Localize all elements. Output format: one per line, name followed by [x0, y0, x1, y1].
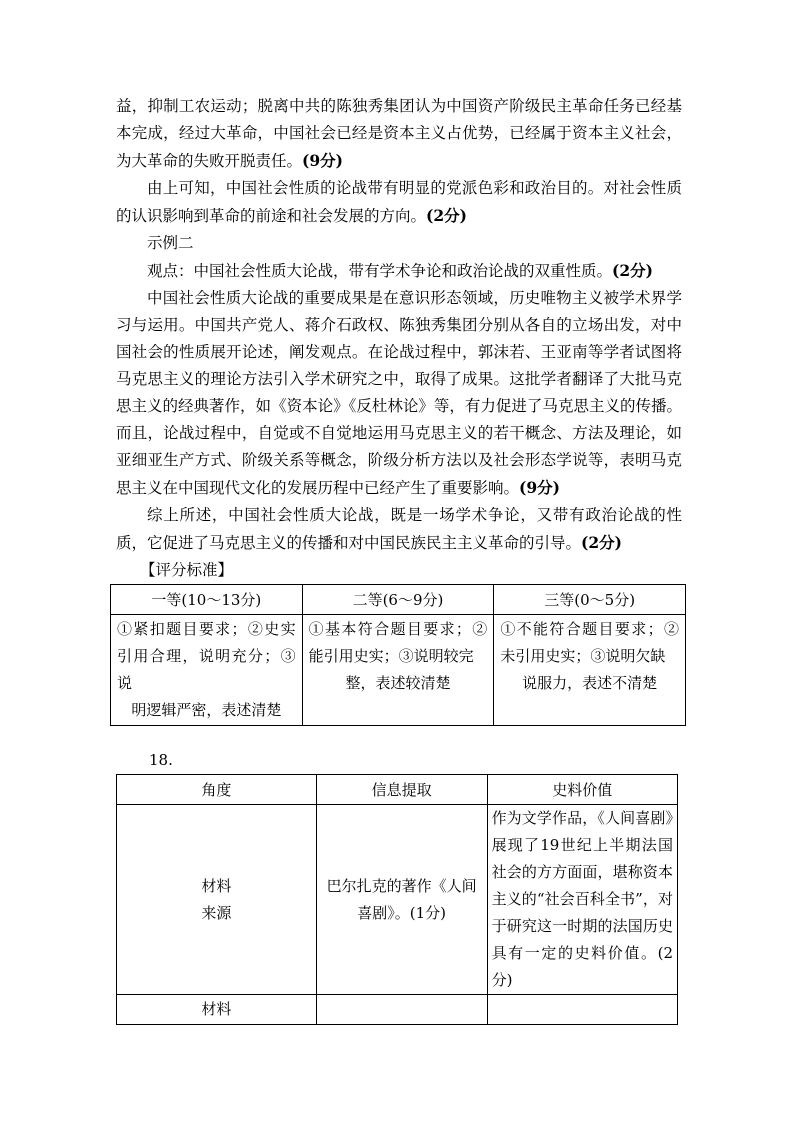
grade-header-first: 一等(10～13分) [111, 585, 303, 615]
cell-value-source: 作为文学作品，《人间喜剧》展现了19世纪上半期法国社会的方方面面，堪称资本主义的“社会百科全书”，对于研究这一时期的法国历史具有一定的史料价值。(2分) [487, 805, 677, 995]
table-row [111, 615, 686, 726]
paragraph-viewpoint: 观点：中国社会性质大论战，带有学术争论和政治论战的双重性质。(2分) [147, 261, 653, 280]
score-badge: (9分) [302, 151, 343, 170]
paragraph-argument: 中国社会性质大论战的重要成果是在意识形态领域，历史唯物主义被学术界学习与运用。中国共产党人、蒋介石政权、陈独秀集团分别从各自的立场出发，对中国社会的性质展开论述，阐发观点。在论战过程中，郭沫若、王亚南等学者试图将马克思主义的理论方法引入学术研究之中，取得了成果。这批学者翻译了大批马克思主义的经典著作，如《资本论》《反杜林论》等，有力促进了马克思主义的传播。而且，论战过程中，自觉或不自觉地运用马克思主义的若干概念、方法及理论，如亚细亚生产方式、阶级关系等概念，阶级分析方法以及社会形态学说等，表明马克思主义在中国现代文化的发展历程中已经产生了重要影响。(9分) [116, 289, 682, 497]
paragraph-1: 益，抑制工农运动；脱离中共的陈独秀集团认为中国资产阶级民主革命任务已经基本完成，经过大革命，中国社会已经是资本主义占优势，已经属于资本主义社会，为大革命的失败开脱责任。(9分) [116, 97, 682, 170]
question-number: 18. [149, 751, 173, 769]
example-heading: 示例二 [147, 234, 194, 252]
grade-cell-first: ①紧扣题目要求；②史实引用合理，说明充分；③说 明逻辑严密，表述清楚 [111, 615, 303, 726]
header-angle: 角度 [117, 775, 317, 805]
score-badge: (2分) [612, 261, 653, 280]
cell-value-material [487, 995, 677, 1025]
header-info: 信息提取 [316, 775, 487, 805]
header-value: 史料价值 [487, 775, 677, 805]
grade-cell-second: ①基本符合题目要求；②能引用史实；③说明较完 整，表述较清楚 [302, 615, 494, 726]
historical-source-table [116, 774, 678, 1025]
grading-criteria-table [110, 584, 686, 726]
grade-cell-third: ①不能符合题目要求；②未引用史实；③说明欠缺 说服力，表述不清楚 [494, 615, 686, 726]
cell-angle-material: 材料 [117, 995, 317, 1025]
cell-info-source: 巴尔扎克的著作《人间喜剧》。(1分) [316, 805, 487, 995]
paragraph-2: 由上可知，中国社会性质的论战带有明显的党派色彩和政治目的。对社会性质的认识影响到革命的前途和社会发展的方向。(2分) [116, 179, 682, 225]
table-header-row [117, 775, 678, 805]
score-badge: (9分) [519, 478, 560, 497]
answer-content [116, 93, 682, 726]
grade-header-second: 二等(6～9分) [302, 585, 494, 615]
paragraph-conclusion: 综上所述，中国社会性质大论战，既是一场学术争论，又带有政治论战的性质，它促进了马克思主义的传播和对中国民族民主主义革命的引导。(2分) [116, 506, 682, 552]
grade-header-third: 三等(0～5分) [494, 585, 686, 615]
table-header-row [111, 585, 686, 615]
score-badge: (2分) [426, 206, 467, 225]
score-badge: (2分) [581, 533, 622, 552]
table-row [117, 995, 678, 1025]
cell-angle-source: 材料 来源 [117, 805, 317, 995]
criteria-heading: 【评分标准】 [140, 561, 234, 579]
table-row [117, 805, 678, 995]
cell-info-material [316, 995, 487, 1025]
